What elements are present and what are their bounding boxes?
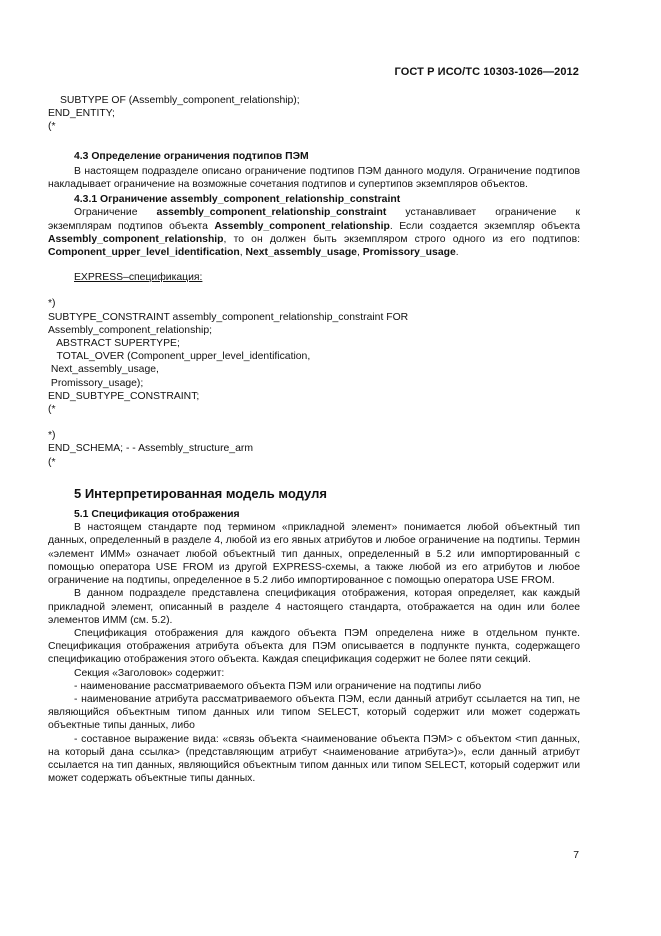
section-4-3-1-title: 4.3.1 Ограничение assembly_component_relationship_constraint [74, 194, 401, 206]
code-line: (* [48, 404, 56, 416]
standard-header: ГОСТ Р ИСО/ТС 10303-1026—2012 [394, 66, 579, 78]
section-5-paragraph: Секция «Заголовок» содержит: [74, 667, 225, 679]
code-line: ABSTRACT SUPERTYPE; [48, 338, 180, 350]
section-4-3-paragraph: В настоящем подразделе описано ограничение подтипов ПЭМ данного модуля. Ограничение подтипов накладывает ограничение на возможные сочетания подтипов и супертипов экземпляров объектов. [48, 165, 580, 191]
code-line: TOTAL_OVER (Component_upper_level_identification, [48, 351, 311, 363]
code-line: END_SUBTYPE_CONSTRAINT; [48, 390, 200, 402]
code-block-end [48, 429, 580, 469]
code-line: *) [48, 298, 56, 310]
section-5-title: 5 Интерпретированная модель модуля [74, 485, 327, 501]
code-line: END_SCHEMA; - - Assembly_structure_arm [48, 443, 253, 455]
code-line: SUBTYPE_CONSTRAINT assembly_component_relationship_constraint FOR [48, 311, 409, 323]
code-line: (* [48, 121, 56, 133]
code-line: END_ENTITY; [48, 108, 115, 120]
list-item: - составное выражение вида: «связь объекта <наименование объекта ПЭМ> с объектом <тип данных, на который дана ссылка> (представляющим атрибут <наименование атрибута>)», если данный атрибут ссылается на тип данных, являющийся объектным типом данных или типом SELECT, который содержит или может содержать объектные типы данных. [48, 733, 580, 785]
code-block-constraint [48, 297, 580, 416]
code-line: Assembly_component_relationship; [48, 324, 213, 336]
code-line: *) [48, 430, 56, 442]
code-line: (* [48, 456, 56, 468]
list-item: - наименование рассматриваемого объекта ПЭМ или ограничение на подтипы либо [74, 680, 482, 692]
section-4-3-title: 4.3 Определение ограничения подтипов ПЭМ [74, 150, 309, 162]
list-item: - наименование атрибута рассматриваемого объекта ПЭМ, если данный атрибут ссылается на тип, не являющийся объектным типом данных или типом SELECT, который содержит или может содержать объектные типы данных, либо [48, 693, 580, 732]
code-line: SUBTYPE OF (Assembly_component_relationship); [60, 95, 300, 106]
express-spec-label: EXPRESS–спецификация: [74, 272, 203, 284]
section-5-1-title: 5.1 Спецификация отображения [74, 509, 240, 521]
page-number: 7 [573, 850, 579, 861]
code-line: Next_assembly_usage, [48, 364, 159, 376]
page-content [48, 94, 580, 785]
section-5-paragraph: Спецификация отображения для каждого объекта ПЭМ определена ниже в отдельном пункте. Спецификация отображения атрибута объекта для ПЭМ описывается в подпункте пункта, содержащего спецификацию отображения этого объекта. Каждая спецификация содержит не более пяти секций. [48, 627, 580, 666]
section-4-3-1-paragraph: Ограничение assembly_component_relationship_constraint устанавливает ограничение к экземплярам подтипов объекта Assembly_component_relationship. Если создается экземпляр объекта Assembly_component_relationship, то он должен быть экземпляром строго одного из его подтипов: Component_upper_level_identification, Next_assembly_usage, Promissory_usage. [48, 207, 581, 259]
code-block-top [48, 94, 580, 134]
section-5-paragraph: В данном подразделе представлена спецификация отображения, которая определяет, как каждый прикладной элемент, описанный в разделе 4 настоящего стандарта, отображается на один или более элементов ИММ (см. 5.2). [48, 588, 580, 626]
code-line: Promissory_usage); [48, 377, 144, 389]
section-5-paragraph: В настоящем стандарте под термином «прикладной элемент» понимается любой объектный тип данных, определенный в разделе 4, любой из его явных атрибутов и любое ограничение на подтипы. Термин «элемент ИММ» означает любой объектный тип данных, определенный в 5.2 или импортированный с помощью оператора USE FROM из другой EXPRESS-схемы, а также любой из его атрибутов и любое ограничение на подтипы, определенное в 5.2 либо импортированное с помощью оператора USE FROM. [48, 522, 580, 587]
